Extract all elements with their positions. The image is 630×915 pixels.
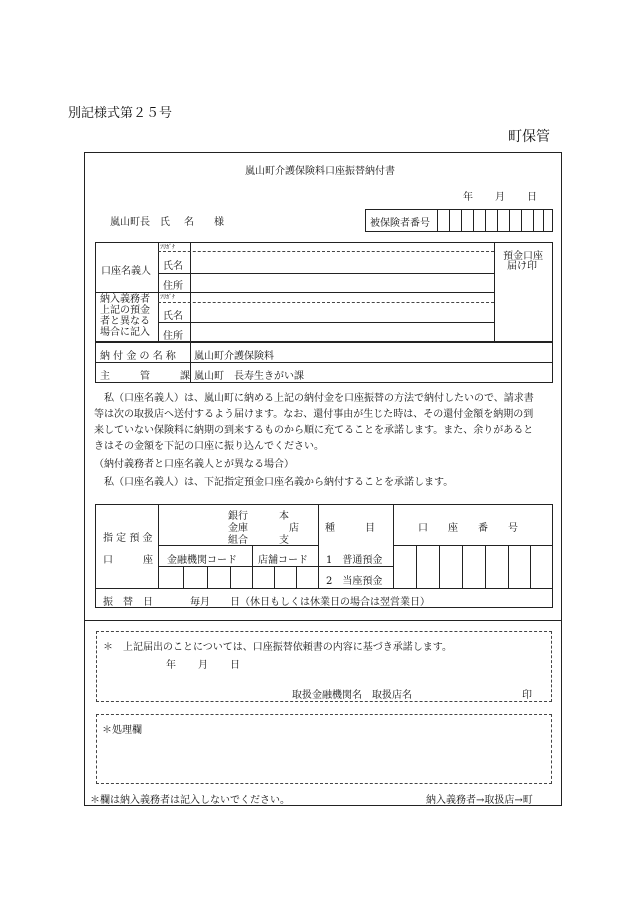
transfer-day-label: 振 替 日 <box>103 597 153 608</box>
holder-group-label: 口座名義人 <box>101 266 151 277</box>
bank-label-top: 指 定 預 金 <box>103 533 153 544</box>
bank-branch-3: 支 <box>279 535 289 546</box>
account-number-field[interactable] <box>395 547 551 586</box>
bank-branch-1: 本 <box>279 511 289 522</box>
form-title: 嵐山町介護保険料口座振替納付書 <box>245 166 395 177</box>
addressee-right: 様 <box>214 217 224 228</box>
bank-inst-3: 組合 <box>228 535 248 546</box>
addressee-mid: 名 <box>184 217 194 228</box>
bank-name-field[interactable] <box>160 506 316 544</box>
account-type-2[interactable]: 2 当座預金 <box>326 576 383 587</box>
bank-inst-1: 銀行 <box>228 511 248 522</box>
statement-line-5: （納付義務者と口座名義人とが異なる場合） <box>94 459 294 470</box>
approval-month: 月 <box>198 660 208 671</box>
holder-name-label: 氏名 <box>163 261 183 272</box>
statement-line-1: 私（口座名義人）は、嵐山町に納める上記の納付金を口座振替の方法で納付したいので、請求書 <box>94 393 534 404</box>
bank-inst-2: 金庫 <box>228 523 248 534</box>
holder-address-field[interactable] <box>191 274 493 292</box>
processing-box <box>96 714 552 784</box>
footer-route: 納入義務者→取扱店→町 <box>426 795 533 806</box>
date-month: 月 <box>495 192 505 203</box>
approval-year: 年 <box>166 660 176 671</box>
payer-address-label: 住所 <box>163 331 183 342</box>
holder-name-field[interactable] <box>191 252 493 272</box>
statement-line-2: 等は次の取扱店へ送付するよう届けます。なお、還付事由が生じた時は、その還付金額を納期の到 <box>94 409 534 420</box>
payer-name-field[interactable] <box>191 303 493 322</box>
bank-branch-2: 店 <box>289 523 299 534</box>
account-number-label: 口 座 番 号 <box>418 523 518 534</box>
payer-label-4: 場合に記入 <box>100 327 150 338</box>
seal-label-2: 届け印 <box>507 261 537 272</box>
bank-label-bottom: 口 座 <box>103 555 153 566</box>
account-type-1[interactable]: 1 普通預金 <box>326 555 383 566</box>
payer-name-label: 氏名 <box>163 311 183 322</box>
payer-label-3: 者と異なる <box>100 316 150 327</box>
approval-text: ＊ 上記届出のことについては、口座振替依頼書の内容に基づき承諾します。 <box>103 642 452 653</box>
payer-furigana-label: ﾌﾘｶﾞﾅ <box>160 294 176 301</box>
date-day: 日 <box>527 192 537 203</box>
payment-name-value: 嵐山町介護保険料 <box>194 351 274 362</box>
statement-line-4: きはその金額を下記の口座に振り込んでください。 <box>94 441 324 452</box>
payment-name-label: 納 付 金 の 名 称 <box>100 351 176 362</box>
statement-line-6: 私（口座名義人）は、下記指定預金口座名義から納付することを承諾します。 <box>94 477 454 488</box>
approval-handler: 取扱金融機関名 取扱店名 <box>292 690 412 701</box>
holder-furigana-label: ﾌﾘｶﾞﾅ <box>160 244 176 251</box>
approval-day: 日 <box>230 660 240 671</box>
payer-address-field[interactable] <box>191 323 493 341</box>
seal-label-1: 預金口座 <box>503 251 543 262</box>
dept-value: 嵐山町 長寿生きがい課 <box>194 371 304 382</box>
transfer-day-value: 毎月 日（休日もしくは休業日の場合は翌営業日） <box>190 597 430 608</box>
payer-label-1: 納入義務者 <box>100 294 150 305</box>
processing-label: ＊処理欄 <box>102 725 142 736</box>
date-year: 年 <box>463 192 473 203</box>
dept-label: 主 管 課 <box>100 371 190 382</box>
bank-code-field[interactable] <box>160 568 316 587</box>
account-type-label: 種 目 <box>325 523 375 534</box>
branch-code-label: 店舗コード <box>258 555 308 566</box>
approval-seal: 印 <box>522 690 532 701</box>
footer-note: ＊欄は納入義務者は記入しないでください。 <box>90 795 290 806</box>
statement-line-3: 来していない保険料に納期の到来するものから順に充てることを承諾します。また、余りがあると <box>94 425 534 436</box>
payer-label-2: 上記の預金 <box>100 305 150 316</box>
form-number: 別記様式第２５号 <box>68 106 173 121</box>
addressee-left: 嵐山町長 氏 <box>110 217 170 228</box>
insured-number-label: 被保険者番号 <box>370 218 430 229</box>
fi-code-label: 金融機関コード <box>167 555 237 566</box>
holder-address-label: 住所 <box>163 281 183 292</box>
town-copy-label: 町保管 <box>508 129 550 145</box>
